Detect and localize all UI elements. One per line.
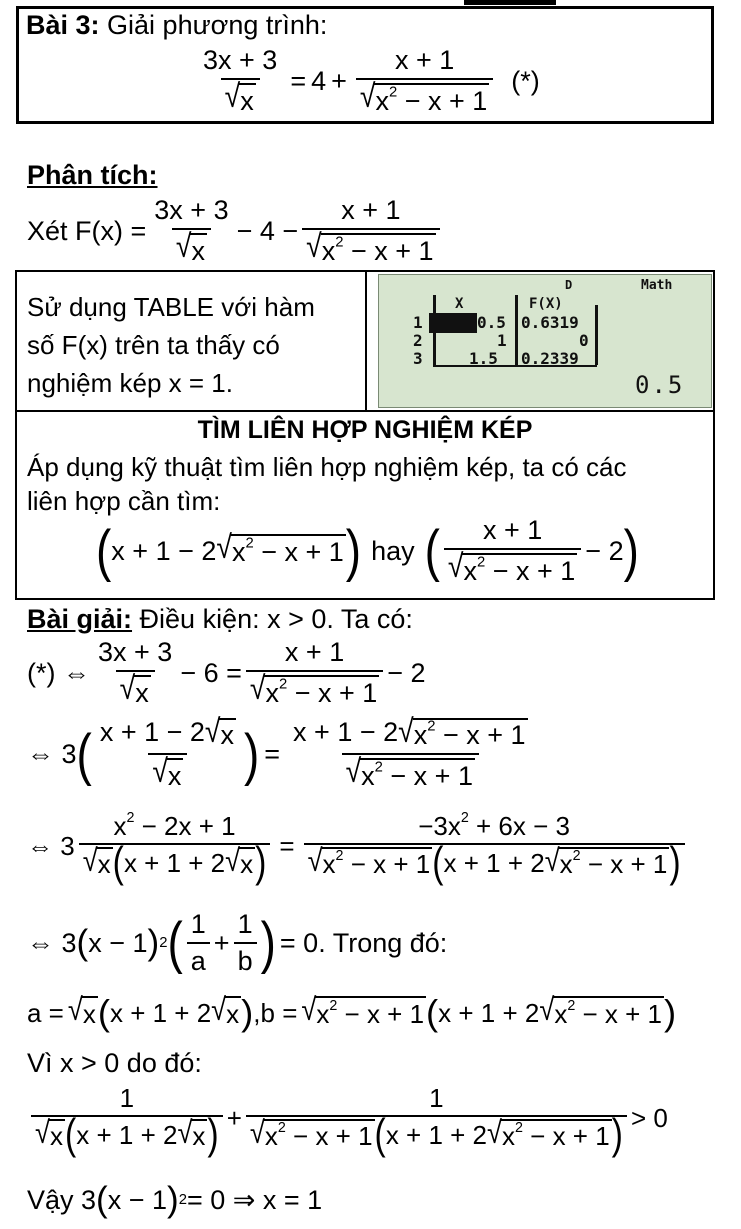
- l5-c: x + 1 + 2: [109, 997, 212, 1028]
- sup-2: 2: [567, 998, 576, 1015]
- paren-right: ): [255, 838, 267, 887]
- l8-c: = 0 ⇒ x = 1: [186, 1184, 323, 1215]
- l2-den: x: [167, 758, 184, 792]
- l4-f2d: b: [234, 942, 257, 977]
- sup-2: 2: [427, 718, 436, 735]
- sup-2: 2: [388, 84, 398, 101]
- l7-plus: +: [226, 1102, 242, 1133]
- calc-row-f: 0.2339: [521, 349, 579, 368]
- paren-right: ): [207, 1110, 219, 1159]
- conjugate-text: [27, 450, 627, 518]
- l1-pre: (*) ⇔: [27, 657, 90, 688]
- def-frac2: x + 1 √ $x^2 - x + 1$: [302, 196, 439, 267]
- expr1-a: x + 1 − 2: [111, 535, 217, 566]
- eq-equals: =: [290, 65, 307, 96]
- l7-d2c: x + 1 + 2: [385, 1119, 487, 1150]
- paren-right: ): [243, 721, 260, 787]
- l4-pre: ⇔ 3: [27, 927, 77, 958]
- paren-left: (: [112, 838, 124, 887]
- l2-num-a: x + 1 − 2: [99, 717, 205, 747]
- paren-left: (: [426, 992, 439, 1033]
- l4-plus: +: [213, 927, 230, 958]
- l7-n2: 1: [429, 1083, 444, 1113]
- problem-equation: [195, 46, 540, 117]
- solution-line-5: a = √ x ( x + 1 + 2 √ x ) ,b = √ $x^2 - x + 1$ ( x + 1 + 2 √ $x^2 - x + 1$ ): [27, 991, 677, 1033]
- l5-g: − x + 1: [337, 999, 425, 1029]
- solution-condition: Điều kiện: x > 0. Ta có:: [132, 604, 413, 634]
- l3-den2-b: − x + 1: [343, 849, 431, 880]
- l5-e: ,b =: [253, 997, 298, 1028]
- calc-grid-line: [515, 295, 518, 365]
- calc-indicator: D: [565, 278, 573, 292]
- table-line-1: Sử dụng TABLE với hàm: [27, 292, 315, 322]
- paren-right: ): [623, 517, 639, 583]
- paren-left: (: [374, 1110, 386, 1159]
- calc-row-x: 1: [497, 331, 507, 350]
- expr2-den-b: − x + 1: [485, 555, 576, 586]
- top-bar: [464, 0, 556, 5]
- solution-heading: Bài giải:: [27, 604, 133, 634]
- calc-grid-line: [595, 305, 598, 365]
- eq-rhs-num: x + 1: [394, 45, 455, 75]
- l3-num2-b: + 6x − 3: [468, 811, 570, 841]
- paren-left: (: [96, 517, 112, 583]
- expr2-frac: x + 1 √ $x^2 - x + 1$: [444, 516, 581, 587]
- l2-eq: =: [264, 739, 281, 770]
- calc-cursor: [429, 313, 477, 333]
- l7-d2a: x: [264, 1121, 278, 1152]
- paren-left: (: [96, 1180, 108, 1219]
- l2-num2-c: − x + 1: [435, 720, 526, 750]
- l3-num2-a: −3x: [418, 811, 461, 841]
- calc-row-x: 1.5: [469, 349, 498, 368]
- l8-a: Vậy 3: [27, 1184, 97, 1215]
- paren-left: (: [167, 909, 183, 975]
- paren-right: ): [260, 909, 276, 975]
- paren-left: (: [432, 838, 444, 887]
- l2-den2-b: − x + 1: [382, 760, 473, 791]
- solution-heading-line: [27, 604, 413, 635]
- solution-line-2: ⇔ 3 ( x + 1 − 2 √ x √ x ) = x + 1 − 2 √ $x^2 - x + 1$ √ $x^2 - x + 1$: [27, 713, 526, 791]
- eq-rhs-den-b: − x + 1: [397, 85, 488, 116]
- l1-mid: − 6 =: [180, 657, 242, 688]
- l5-h: x + 1 + 2: [438, 997, 540, 1028]
- eq-rhs-fraction: x + 1 √ $x^2 - x + 1$: [356, 46, 493, 117]
- def-mid: − 4 −: [236, 215, 299, 246]
- calc-value: 0.5: [635, 371, 685, 399]
- sup-2: 2: [476, 554, 486, 571]
- l1-den2b: − x + 1: [287, 677, 378, 708]
- eq-lhs-den: x: [239, 83, 256, 117]
- paren-right: ): [241, 992, 254, 1033]
- l3-den2-a: x: [322, 849, 336, 880]
- calc-row-idx: 3: [413, 349, 423, 368]
- l5-b: x: [82, 996, 98, 1030]
- l5-i: x: [554, 999, 568, 1029]
- table-line-3: nghiệm kép x = 1.: [27, 368, 233, 398]
- calc-row-f: 0: [579, 331, 589, 350]
- l4-tail: = 0. Trong đó:: [279, 927, 448, 958]
- l5-f: x: [316, 999, 330, 1029]
- paren-right: ): [167, 1180, 179, 1219]
- l3-den2-e: − x + 1: [580, 849, 668, 880]
- l7-d1c: x: [192, 1121, 206, 1152]
- eq-lhs-fraction: 3x + 3 √ x: [199, 46, 281, 117]
- eq-rhs-den-a: x: [375, 85, 389, 116]
- problem-title-text: Giải phương trình:: [99, 10, 328, 40]
- def-frac1: 3x + 3 √ x: [150, 196, 232, 267]
- calc-row-idx: 1: [413, 313, 423, 332]
- l7-tail: > 0: [630, 1102, 668, 1133]
- l3-eq: =: [279, 830, 295, 861]
- sup-2: 2: [374, 759, 383, 776]
- def-den2a: x: [321, 235, 336, 266]
- l3-num-a: x: [113, 811, 127, 841]
- l4-paren: x − 1: [88, 927, 148, 958]
- l8-b: x − 1: [107, 1184, 168, 1215]
- l3-den-c: x: [240, 849, 254, 880]
- l5-j: − x + 1: [575, 999, 663, 1029]
- def-prefix: Xét F(x) =: [27, 215, 147, 246]
- expr2-tail: − 2: [585, 535, 624, 566]
- l7-n1: 1: [119, 1083, 135, 1113]
- paren-right: ): [611, 1110, 623, 1159]
- l4-f2n: 1: [237, 909, 253, 939]
- l2-pre: ⇔ 3: [27, 739, 77, 770]
- sup-2: 2: [514, 1120, 523, 1137]
- calc-row-x: 0.5: [477, 313, 506, 332]
- sup-2: 2: [277, 1120, 286, 1137]
- l3-den2-d: x: [559, 849, 573, 880]
- solution-line-1: (*) ⇔ 3x + 3 √ x − 6 = x + 1 √ $x^2 - x + 1$ − 2: [27, 637, 426, 708]
- problem-title-bold: Bài 3:: [26, 10, 100, 40]
- divider-horizontal: [15, 410, 715, 412]
- l2-num2-b: x: [413, 720, 428, 750]
- l5-d: x: [225, 996, 241, 1030]
- calc-mode: Math: [641, 278, 673, 293]
- analysis-heading: Phân tích:: [27, 160, 158, 190]
- l7-d2d: x: [501, 1121, 515, 1152]
- solution-line-6: Vì x > 0 do đó:: [27, 1048, 202, 1078]
- conjugate-expressions: ( x + 1 − 2 √ $x^2 - x + 1$ ) hay ( x + 1 √ $x^2 - x + 1$ − 2 ): [96, 515, 639, 586]
- divider-vertical: [365, 270, 367, 412]
- l3-den-a: x: [97, 849, 111, 880]
- paren-left: (: [76, 923, 89, 963]
- calc-col-f: F(X): [529, 296, 563, 312]
- sup-2: 2: [335, 234, 344, 251]
- analysis-definition: [27, 196, 444, 267]
- calc-col-x: X: [455, 296, 464, 312]
- eq-plus: +: [331, 65, 347, 96]
- def-den1: x: [190, 233, 207, 267]
- l4-f1d: a: [187, 942, 210, 977]
- paren-left: (: [76, 721, 92, 787]
- l1-den: x: [134, 675, 151, 709]
- solution-line-4: ⇔ 3 ( x − 1 ) 2 ( $\frac{1}{a}$ + $\frac{1}{b}$ ) = 0. Trong đó:: [27, 909, 448, 976]
- l3-pre: ⇔ 3: [27, 830, 75, 861]
- eq-lhs-num: 3x + 3: [203, 45, 278, 75]
- sup-2: 2: [335, 848, 344, 865]
- eq-four: 4: [311, 65, 327, 96]
- conjugate-line-1: Áp dụng kỹ thuật tìm liên hợp nghiệm kép, ta có các: [27, 452, 627, 482]
- sup-2: 2: [572, 848, 581, 865]
- sup-2: 2: [126, 810, 135, 827]
- eq-star: (*): [511, 65, 540, 96]
- table-line-2: số F(x) trên ta thấy có: [27, 330, 280, 360]
- l3-den-b: x + 1 + 2: [123, 847, 226, 878]
- l1-den2a: x: [265, 677, 279, 708]
- l3-den2-c: x + 1 + 2: [443, 847, 545, 878]
- sup-2: 2: [278, 676, 288, 693]
- def-num1: 3x + 3: [154, 195, 229, 225]
- paren-right: ): [345, 517, 362, 583]
- solution-line-7: 1 √ x ( x + 1 + 2 √ x ) + 1 √ $x^2 - x + 1$ ( x + 1 + 2 √ $x^2 - x + 1$ ) > 0: [27, 1084, 668, 1152]
- expr1-c: − x + 1: [253, 537, 344, 568]
- conjugate-heading: TÌM LIÊN HỢP NGHIỆM KÉP: [197, 416, 533, 444]
- l5-a: a =: [27, 997, 64, 1028]
- problem-title: [26, 10, 327, 41]
- paren-left: (: [424, 517, 440, 583]
- calc-row-idx: 2: [413, 331, 423, 350]
- expr2-num: x + 1: [482, 515, 543, 545]
- l7-d1b: x + 1 + 2: [76, 1119, 178, 1150]
- paren-left: (: [64, 1110, 77, 1159]
- paren-right: ): [147, 923, 160, 963]
- conjugate-line-2: liên hợp cần tìm:: [27, 486, 221, 516]
- solution-line-8: Vậy 3 ( x − 1 ) 2 = 0 ⇒ x = 1: [27, 1180, 323, 1219]
- l1-tail: − 2: [387, 657, 426, 688]
- calculator-screen: [378, 274, 712, 408]
- l7-d2b: − x + 1: [285, 1121, 373, 1152]
- l2-den2-a: x: [361, 760, 375, 791]
- sup-2: 2: [460, 810, 469, 827]
- sup-2: 2: [329, 998, 338, 1015]
- l4-f1n: 1: [190, 909, 206, 939]
- l7-d2e: − x + 1: [522, 1121, 610, 1152]
- calc-row-f: 0.6319: [521, 313, 579, 332]
- l1-num2: x + 1: [284, 637, 345, 667]
- l2-num2-a: x + 1 − 2: [293, 717, 399, 747]
- table-text: [27, 288, 315, 402]
- l7-d1a: x: [49, 1121, 63, 1152]
- def-num2: x + 1: [341, 195, 401, 225]
- expr1-b: x: [231, 537, 246, 568]
- def-den2b: − x + 1: [343, 235, 434, 266]
- or-word: hay: [371, 535, 415, 566]
- paren-right: ): [669, 838, 681, 887]
- solution-line-3: ⇔ 3 $x^2 - 2x + 1$ √ x ( x + 1 + 2 √ x ) = $-3x^2 + 6x - 3$ √ $x^2 - x + 1$ ( x + 1 + 2 √ $x^2 - x + 1$ ): [27, 812, 689, 880]
- paren-left: (: [97, 992, 110, 1033]
- expr2-den-a: x: [463, 555, 477, 586]
- sup-2: 2: [245, 536, 254, 552]
- l3-num-b: − 2x + 1: [134, 811, 236, 841]
- paren-right: ): [664, 992, 677, 1033]
- l2-num-b: x: [220, 720, 234, 750]
- l1-num: 3x + 3: [98, 637, 173, 667]
